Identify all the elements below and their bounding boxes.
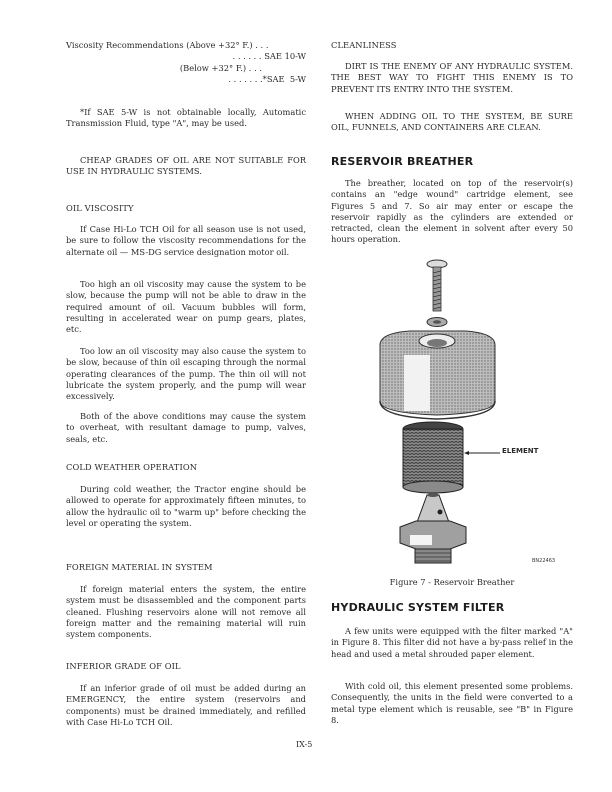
figure-caption: Figure 7 - Reservoir Breather [389, 577, 515, 587]
heading-cold-weather: COLD WEATHER OPERATION [66, 462, 198, 472]
breather-cap-icon [380, 331, 495, 419]
paragraph: Both of the above conditions may cause the system to overheat, with resultant damage to pump, valves, seals, etc. [66, 411, 306, 444]
paragraph: Too high an oil viscosity may cause the system to be slow, because the pump will not be able to draw in the required amount of oil. Vacuum bubbles will form, resulting in accelerated wear on pump gears, plates, etc. [66, 279, 306, 335]
paragraph: DIRT IS THE ENEMY OF ANY HYDRAULIC SYSTEM. THE BEST WAY TO FIGHT THIS ENEMY IS TO PREVENT ITS ENTRY INTO THE SYSTEM. [331, 61, 573, 94]
paragraph: If Case Hi-Lo TCH Oil for all season use is not used, be sure to follow the viscosity recommendations for the alternate oil — MS-DG service designation motor oil. [66, 224, 306, 257]
paragraph: If an inferior grade of oil must be added during an EMERGENCY, the entire system (reservoirs and components) must be drained immediately, and refilled with Case Hi-Lo TCH Oil. [66, 683, 306, 727]
paragraph: The breather, located on top of the reservoir(s) contains an "edge wound" cartridge element, see Figures 5 and 7. So air may enter or escape the reservoir rapidly as the cylinders are extended or retracted, clean the element in solvent after every 50 hours operation. [331, 178, 573, 245]
reservoir-breather-illustration [370, 255, 500, 565]
heading-cleanliness: CLEANLINESS [331, 40, 397, 50]
heading-oil-viscosity: OIL VISCOSITY [66, 203, 134, 213]
paragraph: Too low an oil viscosity may also cause the system to be slow, because of thin oil escaping through the normal operating clearances of the pump. The thin oil will not lubricate the system properly, and the pump will wear excessively. [66, 346, 306, 402]
heading-foreign-material: FOREIGN MATERIAL IN SYSTEM [66, 562, 213, 572]
page-number: IX-5 [296, 740, 313, 749]
heading-reservoir-breather: RESERVOIR BREATHER [331, 155, 474, 168]
paragraph: If foreign material enters the system, the entire system must be disassembled and the component parts cleaned. Flushing reservoirs alone will not remove all foreign matter and the remaining material will ruin system components. [66, 584, 306, 640]
paragraph: WHEN ADDING OIL TO THE SYSTEM, BE SURE OIL, FUNNELS, AND CONTAINERS ARE CLEAN. [331, 111, 573, 133]
viscosity-line-below: (Below +32° F.) . . . [179, 62, 262, 73]
paragraph: During cold weather, the Tractor engine should be allowed to operate for approximately fifteen minutes, to allow the hydraulic oil to "warm up" before checking the level or operating the system. [66, 484, 306, 528]
filter-element-icon [403, 422, 500, 493]
viscosity-value-below: . . . . . . .*SAE 5-W [228, 73, 306, 84]
heading-inferior-grade: INFERIOR GRADE OF OIL [66, 661, 181, 671]
screw-icon [427, 260, 447, 311]
part-number: BN22463 [532, 558, 556, 564]
viscosity-value-above: . . . . . . SAE 10-W [232, 51, 306, 62]
paragraph: A few units were equipped with the filter marked "A" in Figure 8. This filter did not have a by-pass relief in the head and used a metal shrouded paper element. [331, 626, 573, 659]
viscosity-line-above: Viscosity Recommendations (Above +32° F.) . . . [66, 40, 269, 50]
warning-cheap-oil: CHEAP GRADES OF OIL ARE NOT SUITABLE FOR USE IN HYDRAULIC SYSTEMS. [66, 155, 306, 177]
footnote: *If SAE 5-W is not obtainable locally, Automatic Transmission Fluid, type "A", may be used. [66, 107, 306, 129]
callout-element: ELEMENT [502, 447, 539, 455]
viscosity-recommendations [66, 40, 306, 85]
washer-icon [427, 318, 447, 327]
heading-hydraulic-system-filter: HYDRAULIC SYSTEM FILTER [331, 601, 505, 614]
breather-fitting-icon [400, 493, 466, 563]
paragraph: With cold oil, this element presented some problems. Consequently, the units in the field were converted to a metal type element which is reusable, see "B" in Figure 8. [331, 681, 573, 725]
